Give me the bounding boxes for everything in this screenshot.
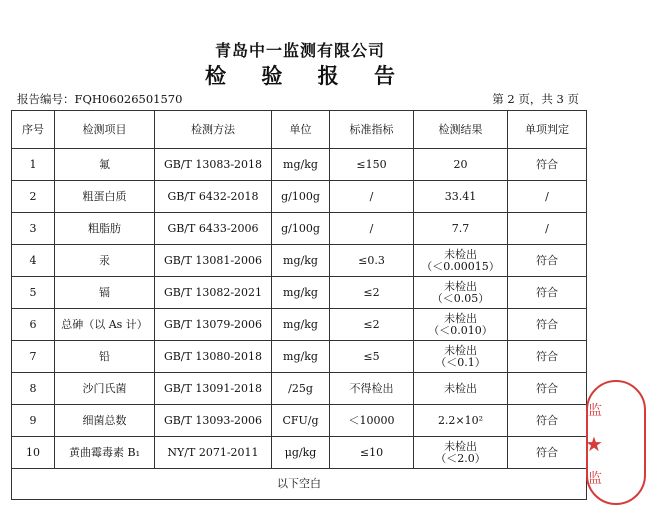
company-name: 青岛中一监测有限公司 <box>214 41 385 60</box>
standard-limit-cell: ≤150 <box>330 149 414 181</box>
verdict-cell: 符合 <box>508 149 587 181</box>
test-item-cell: 氟 <box>55 149 155 181</box>
row-number-cell: 1 <box>12 149 55 181</box>
test-result-cell <box>414 437 508 469</box>
result-line: 未检出 <box>444 279 477 293</box>
row-number-cell: 5 <box>12 277 55 309</box>
verdict-cell: 符合 <box>508 437 587 469</box>
verdict-cell: / <box>508 181 587 213</box>
table-footer-row <box>12 469 587 500</box>
test-result-cell <box>414 405 508 437</box>
unit-cell: mg/kg <box>272 309 330 341</box>
unit-cell: mg/kg <box>272 149 330 181</box>
result-line: （＜0.1） <box>435 355 486 369</box>
column-header: 检测方法 <box>155 111 272 149</box>
stamp-star-icon: ★ <box>585 432 603 456</box>
result-line: 未检出 <box>444 247 477 261</box>
result-line: 2.2×10² <box>437 413 484 427</box>
test-item-cell: 粗脂肪 <box>55 213 155 245</box>
test-item-cell: 细菌总数 <box>55 405 155 437</box>
result-line: 33.41 <box>444 189 477 203</box>
table-row <box>12 373 587 405</box>
result-line: 未检出 <box>444 381 477 395</box>
test-result-cell <box>414 341 508 373</box>
row-number-cell: 7 <box>12 341 55 373</box>
result-line: 未检出 <box>444 311 477 325</box>
row-number-cell: 8 <box>12 373 55 405</box>
row-number-cell: 4 <box>12 245 55 277</box>
report-number: 报告编号：FQH06026501570 <box>17 92 183 106</box>
standard-limit-cell: / <box>330 181 414 213</box>
test-item-cell: 铅 <box>55 341 155 373</box>
column-header: 标准指标 <box>330 111 414 149</box>
unit-cell: /25g <box>272 373 330 405</box>
row-number-cell: 2 <box>12 181 55 213</box>
row-number-cell: 3 <box>12 213 55 245</box>
standard-limit-cell: ＜10000 <box>330 405 414 437</box>
table-row <box>12 181 587 213</box>
unit-cell: μg/kg <box>272 437 330 469</box>
report-title: 检 验 报 告 <box>205 63 409 88</box>
test-item-cell: 总砷（以 As 计） <box>55 309 155 341</box>
test-method-cell: GB/T 13083-2018 <box>155 149 272 181</box>
verdict-cell: 符合 <box>508 341 587 373</box>
test-method-cell: GB/T 13079-2006 <box>155 309 272 341</box>
results-table <box>11 110 587 500</box>
official-stamp: 监 ★ 监 <box>586 380 600 505</box>
column-header: 序号 <box>12 111 55 149</box>
unit-cell: g/100g <box>272 181 330 213</box>
test-item-cell: 黄曲霉毒素 B₁ <box>55 437 155 469</box>
verdict-cell: 符合 <box>508 245 587 277</box>
result-line: 未检出 <box>444 439 477 453</box>
standard-limit-cell: ≤2 <box>330 309 414 341</box>
table-row <box>12 437 587 469</box>
table-row <box>12 245 587 277</box>
unit-cell: mg/kg <box>272 245 330 277</box>
test-method-cell: GB/T 6432-2018 <box>155 181 272 213</box>
test-result-cell <box>414 309 508 341</box>
verdict-cell: 符合 <box>508 405 587 437</box>
unit-cell: mg/kg <box>272 277 330 309</box>
standard-limit-cell: ≤10 <box>330 437 414 469</box>
table-row <box>12 341 587 373</box>
result-line: 7.7 <box>451 221 470 235</box>
test-method-cell: GB/T 13091-2018 <box>155 373 272 405</box>
result-line: （＜0.05） <box>431 291 490 305</box>
table-row <box>12 213 587 245</box>
result-line: 未检出 <box>444 343 477 357</box>
table-row <box>12 405 587 437</box>
standard-limit-cell: ≤0.3 <box>330 245 414 277</box>
row-number-cell: 6 <box>12 309 55 341</box>
test-method-cell: GB/T 13080-2018 <box>155 341 272 373</box>
standard-limit-cell: ≤5 <box>330 341 414 373</box>
column-header: 检测结果 <box>414 111 508 149</box>
result-line: （＜0.010） <box>428 323 493 337</box>
verdict-cell: 符合 <box>508 309 587 341</box>
column-header: 单位 <box>272 111 330 149</box>
test-item-cell: 镉 <box>55 277 155 309</box>
test-result-cell <box>414 181 508 213</box>
table-row <box>12 277 587 309</box>
verdict-cell: / <box>508 213 587 245</box>
test-item-cell: 沙门氏菌 <box>55 373 155 405</box>
table-header-row <box>12 111 587 149</box>
column-header: 单项判定 <box>508 111 587 149</box>
row-number-cell: 9 <box>12 405 55 437</box>
standard-limit-cell: ≤2 <box>330 277 414 309</box>
test-item-cell: 汞 <box>55 245 155 277</box>
test-method-cell: GB/T 13082-2021 <box>155 277 272 309</box>
test-method-cell: GB/T 13081-2006 <box>155 245 272 277</box>
test-item-cell: 粗蛋白质 <box>55 181 155 213</box>
verdict-cell: 符合 <box>508 373 587 405</box>
result-line: （＜2.0） <box>435 451 486 465</box>
column-header: 检测项目 <box>55 111 155 149</box>
page-number: 第 2 页，共 3 页 <box>492 92 579 106</box>
standard-limit-cell: / <box>330 213 414 245</box>
table-row <box>12 309 587 341</box>
test-result-cell <box>414 213 508 245</box>
test-method-cell: GB/T 13093-2006 <box>155 405 272 437</box>
test-result-cell <box>414 245 508 277</box>
table-row <box>12 149 587 181</box>
unit-cell: g/100g <box>272 213 330 245</box>
verdict-cell: 符合 <box>508 277 587 309</box>
end-of-data-note: 以下空白 <box>12 469 587 500</box>
result-line: 20 <box>453 157 468 171</box>
unit-cell: mg/kg <box>272 341 330 373</box>
test-result-cell <box>414 149 508 181</box>
test-method-cell: GB/T 6433-2006 <box>155 213 272 245</box>
test-method-cell: NY/T 2071-2011 <box>155 437 272 469</box>
test-result-cell <box>414 277 508 309</box>
result-line: （＜0.00015） <box>421 259 500 273</box>
test-result-cell <box>414 373 508 405</box>
row-number-cell: 10 <box>12 437 55 469</box>
unit-cell: CFU/g <box>272 405 330 437</box>
standard-limit-cell: 不得检出 <box>330 373 414 405</box>
